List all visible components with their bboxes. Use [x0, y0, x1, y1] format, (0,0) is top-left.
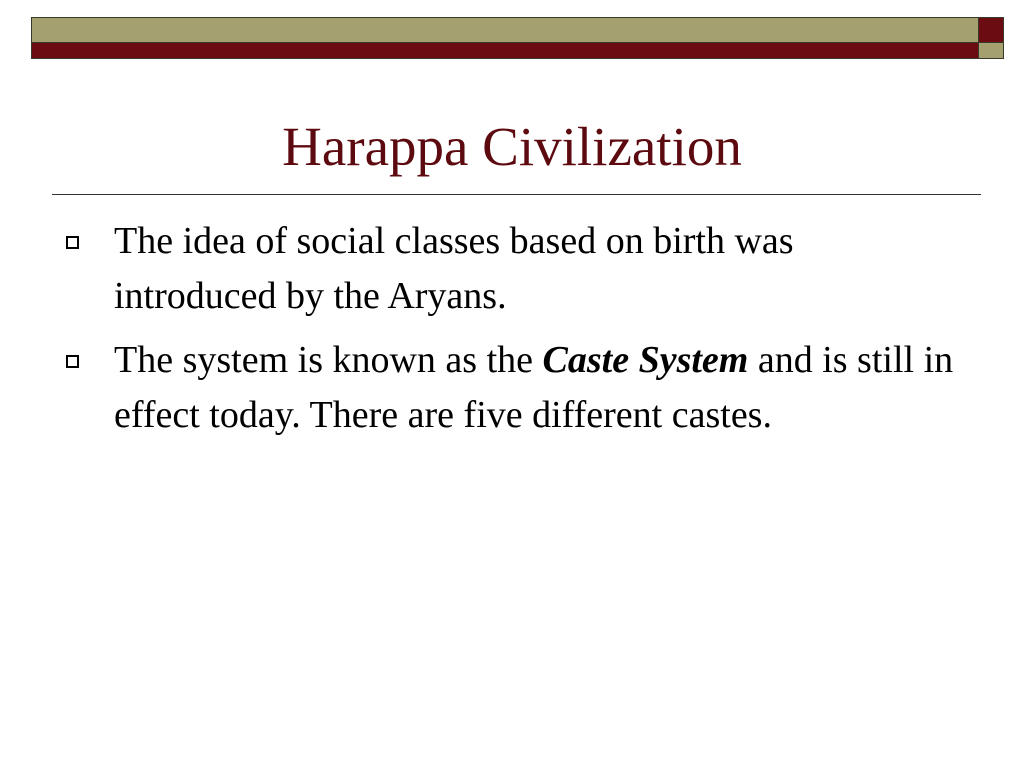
- bullet-text: and is still in effect today. There are five different castes.: [114, 339, 954, 436]
- caste-system-emphasis: Caste System: [542, 339, 749, 381]
- banner-olive-square: [978, 42, 1004, 59]
- banner-olive-band: [31, 17, 979, 43]
- hollow-square-bullet-icon: [66, 355, 79, 368]
- bullet-item: [0, 214, 1024, 324]
- bullet-text: The system is known as the: [114, 339, 543, 381]
- hollow-square-bullet-icon: [66, 236, 79, 249]
- title-underline: [52, 194, 981, 195]
- bullet-item: [0, 333, 1024, 443]
- slide-title: Harappa Civilization: [282, 116, 742, 177]
- bullet-list: [0, 214, 1024, 452]
- banner-maroon-band: [31, 42, 979, 59]
- banner-maroon-square: [978, 17, 1004, 43]
- bullet-text: The idea of social classes based on birth was introduced by the Aryans.: [114, 220, 794, 317]
- top-banner: [0, 0, 1024, 70]
